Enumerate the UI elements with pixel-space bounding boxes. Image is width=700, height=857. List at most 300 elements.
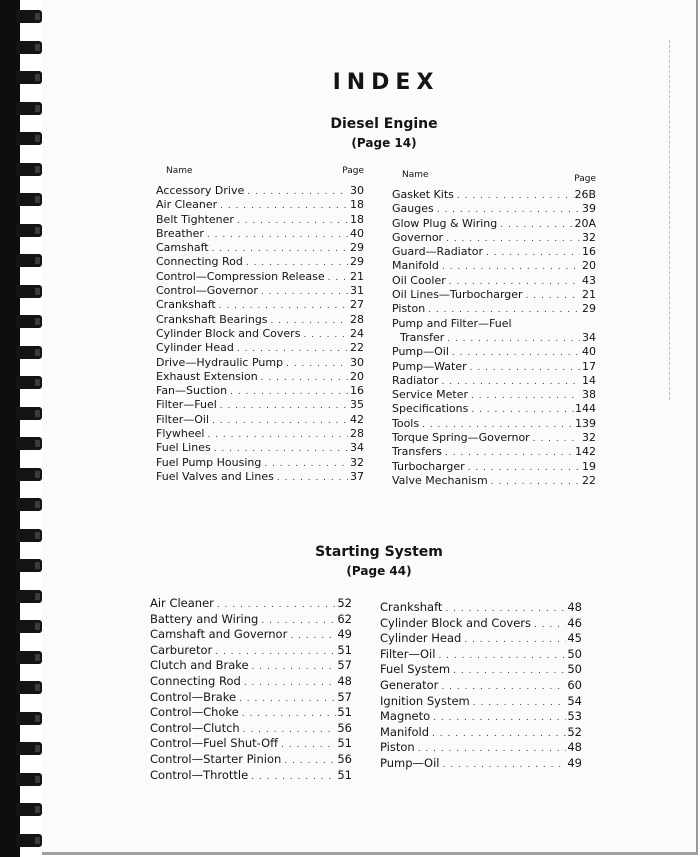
entry-name: Radiator xyxy=(392,373,439,387)
binding-coil xyxy=(16,285,42,298)
dot-leader xyxy=(243,256,348,270)
entry-page: 39 xyxy=(582,202,596,216)
entry-page: 54 xyxy=(567,693,582,708)
entry-page: 28 xyxy=(350,427,364,441)
dot-leader xyxy=(435,649,566,665)
binding-coil xyxy=(16,681,42,694)
index-entry xyxy=(156,384,364,398)
entry-name: Torque Spring—Governor xyxy=(392,431,530,445)
entry-name: Manifold xyxy=(392,259,439,273)
dot-leader xyxy=(465,461,580,475)
name-column-header: Name xyxy=(166,166,193,176)
entry-page: 20 xyxy=(350,369,364,383)
index-entry xyxy=(392,302,596,316)
entry-page: 52 xyxy=(337,596,352,610)
index-entry xyxy=(150,627,352,643)
diesel-right-column xyxy=(392,170,596,488)
diesel-section-title: Diesel Engine xyxy=(330,116,438,132)
diesel-left-list xyxy=(156,184,364,484)
entry-name: Specifications xyxy=(392,402,469,416)
entry-name: Service Meter xyxy=(392,388,469,402)
entry-page: 56 xyxy=(337,720,352,735)
entry-name: Oil Cooler xyxy=(392,273,446,287)
page-title: INDEX xyxy=(332,70,440,95)
entry-page: 14 xyxy=(582,373,596,387)
index-entry xyxy=(392,259,596,273)
entry-page: 21 xyxy=(582,288,596,302)
index-entry xyxy=(150,612,352,628)
entry-name: Oil Lines—Turbocharger xyxy=(392,288,523,302)
dot-leader xyxy=(530,432,580,446)
binding-coil xyxy=(16,407,42,420)
entry-page: 62 xyxy=(337,611,352,626)
index-entry xyxy=(150,752,352,768)
entry-page: 30 xyxy=(350,184,364,197)
index-entry xyxy=(156,198,364,212)
dot-leader xyxy=(483,246,580,260)
index-entry xyxy=(156,456,364,470)
dot-leader xyxy=(217,399,348,413)
entry-name: Gauges xyxy=(392,202,434,216)
entry-name: Carburetor xyxy=(150,642,213,657)
entry-name: Camshaft and Governor xyxy=(150,627,288,642)
entry-name: Tools xyxy=(392,416,420,430)
binding-coil xyxy=(16,559,42,572)
entry-page: 57 xyxy=(337,658,352,673)
dot-leader xyxy=(443,232,580,246)
binding-coil xyxy=(16,224,42,237)
index-page xyxy=(42,0,698,855)
dot-leader xyxy=(461,633,566,649)
binding-coil xyxy=(16,163,42,176)
entry-page: 21 xyxy=(350,269,364,283)
dot-leader xyxy=(249,660,336,676)
entry-page: 16 xyxy=(582,245,596,259)
binding-coil xyxy=(16,498,42,511)
binding-coil xyxy=(16,834,42,847)
entry-name: Pump—Oil xyxy=(380,755,440,770)
entry-name: Transfer xyxy=(400,330,445,344)
entry-page: 37 xyxy=(350,469,364,483)
dot-leader xyxy=(211,442,348,456)
diesel-section-subtitle: (Page 14) xyxy=(351,136,417,150)
starting-right-column xyxy=(380,600,582,772)
index-entry xyxy=(156,313,364,327)
entry-page: 48 xyxy=(567,740,582,755)
entry-name: Control—Clutch xyxy=(150,720,240,735)
entry-name: Control—Starter Pinion xyxy=(150,751,282,766)
dot-leader xyxy=(531,618,566,634)
index-entry xyxy=(150,596,352,612)
binding-coil xyxy=(16,102,42,115)
index-entry xyxy=(156,356,364,370)
index-entry xyxy=(392,188,596,202)
entry-name: Fuel Lines xyxy=(156,441,211,455)
binding-coil xyxy=(16,712,42,725)
dot-leader xyxy=(425,303,580,317)
entry-name: Connecting Rod xyxy=(156,255,243,269)
entry-page: 34 xyxy=(582,330,596,344)
entry-page: 17 xyxy=(582,359,596,373)
entry-name: Fuel System xyxy=(380,662,451,677)
index-entry xyxy=(380,616,582,632)
binding-coil xyxy=(16,651,42,664)
entry-name: Manifold xyxy=(380,724,430,739)
entry-page: 51 xyxy=(337,705,352,720)
index-entry xyxy=(380,694,582,710)
index-entry xyxy=(380,631,582,647)
entry-name: Filter—Fuel xyxy=(156,398,217,412)
binding-coil xyxy=(16,346,42,359)
binding-coil xyxy=(16,590,42,603)
entry-page: 60 xyxy=(567,677,582,692)
index-entry xyxy=(156,327,364,341)
index-entry xyxy=(150,721,352,737)
entry-page: 22 xyxy=(350,341,364,355)
dot-leader xyxy=(204,428,348,442)
index-entry xyxy=(380,756,582,772)
entry-page: 51 xyxy=(337,642,352,657)
binding-coil xyxy=(16,529,42,542)
entry-page: 31 xyxy=(350,284,364,298)
dot-leader xyxy=(434,203,580,217)
dot-leader xyxy=(239,707,336,723)
index-entry xyxy=(392,245,596,259)
entry-page: 20 xyxy=(582,259,596,273)
entry-page: 34 xyxy=(350,441,364,455)
index-entry xyxy=(380,725,582,741)
entry-name: Cylinder Head xyxy=(156,341,234,355)
entry-page: 20A xyxy=(574,216,596,230)
entry-name: Control—Brake xyxy=(150,689,237,704)
entry-page: 30 xyxy=(350,355,364,369)
entry-page: 32 xyxy=(350,455,364,469)
binding-coil xyxy=(16,742,42,755)
dot-leader xyxy=(300,328,348,342)
entry-page: 142 xyxy=(575,445,596,459)
index-entry xyxy=(156,441,364,455)
diesel-left-column xyxy=(156,166,364,484)
index-entry xyxy=(380,709,582,725)
binding-coil xyxy=(16,41,42,54)
entry-name: Exhaust Extension xyxy=(156,369,258,383)
entry-page: 22 xyxy=(582,473,596,487)
entry-name: Filter—Oil xyxy=(380,646,436,661)
entry-name: Transfers xyxy=(392,445,442,459)
dot-leader xyxy=(281,754,336,770)
entry-name: Belt Tightener xyxy=(156,212,234,226)
index-entry xyxy=(156,398,364,412)
entry-name: Magneto xyxy=(380,709,431,724)
entry-name: Turbocharger xyxy=(392,459,465,473)
dot-leader xyxy=(241,676,336,692)
entry-name: Control—Fuel Shut-Off xyxy=(150,736,279,751)
entry-page: 28 xyxy=(350,312,364,326)
index-entry xyxy=(380,600,582,616)
spiral-binding xyxy=(0,0,42,857)
index-entry xyxy=(392,445,596,459)
binding-coil xyxy=(16,468,42,481)
dot-leader xyxy=(439,758,566,774)
entry-page: 19 xyxy=(582,459,596,473)
entry-page: 16 xyxy=(350,384,364,398)
dot-leader xyxy=(419,418,575,432)
entry-page: 50 xyxy=(567,646,582,661)
entry-page: 40 xyxy=(582,345,596,359)
entry-page: 45 xyxy=(567,631,582,646)
dot-leader xyxy=(430,711,566,727)
dot-leader xyxy=(258,285,348,299)
page-column-header: Page xyxy=(574,174,596,184)
diesel-left-header xyxy=(156,166,364,182)
dot-leader xyxy=(283,357,348,371)
dot-leader xyxy=(274,471,348,485)
dot-leader xyxy=(234,214,348,228)
dot-leader xyxy=(278,738,336,754)
entry-page: 27 xyxy=(350,298,364,312)
entry-page: 139 xyxy=(575,416,596,430)
entry-name: Cylinder Head xyxy=(380,631,462,646)
entry-name: Breather xyxy=(156,226,204,240)
entry-name: Gasket Kits xyxy=(392,188,454,201)
binding-spine xyxy=(0,0,20,857)
dot-leader xyxy=(204,228,348,242)
entry-name: Piston xyxy=(392,302,426,316)
index-entry xyxy=(392,345,596,359)
dot-leader xyxy=(209,242,348,256)
entry-name: Guard—Radiator xyxy=(392,245,484,259)
dot-leader xyxy=(234,342,348,356)
entry-name: Drive—Hydraulic Pump xyxy=(156,355,284,369)
dot-leader xyxy=(248,770,336,786)
binding-coil xyxy=(16,71,42,84)
dot-leader xyxy=(227,385,348,399)
entry-name: Control—Throttle xyxy=(150,767,249,782)
index-entry xyxy=(150,674,352,690)
entry-page: 40 xyxy=(350,226,364,240)
dot-leader xyxy=(488,475,580,489)
entry-page: 32 xyxy=(582,230,596,244)
index-entry xyxy=(392,360,596,374)
index-entry xyxy=(150,690,352,706)
entry-page: 35 xyxy=(350,398,364,412)
index-entry xyxy=(156,241,364,255)
entry-name: Control—Compression Release xyxy=(156,269,325,283)
entry-page: 50 xyxy=(567,662,582,677)
dot-leader xyxy=(439,375,581,389)
entry-page: 51 xyxy=(337,736,352,751)
index-entry xyxy=(392,288,596,302)
index-entry xyxy=(156,370,364,384)
binding-coil xyxy=(16,803,42,816)
index-entry xyxy=(156,427,364,441)
entry-name: Crankshaft xyxy=(380,600,443,614)
entry-name: Battery and Wiring xyxy=(150,611,259,626)
index-entry xyxy=(156,284,364,298)
binding-coil xyxy=(16,10,42,23)
entry-page: 29 xyxy=(350,241,364,255)
binding-coil xyxy=(16,376,42,389)
entry-name: Control—Governor xyxy=(156,284,258,298)
dot-leader xyxy=(244,185,348,199)
index-entry xyxy=(156,255,364,269)
index-entry xyxy=(380,662,582,678)
index-entry xyxy=(156,270,364,284)
entry-name: Connecting Rod xyxy=(150,673,241,688)
entry-name: Piston xyxy=(380,740,415,755)
index-entry xyxy=(156,413,364,427)
dot-leader xyxy=(287,629,336,645)
index-entry xyxy=(392,417,596,431)
starting-right-list xyxy=(380,600,582,772)
index-entry xyxy=(156,470,364,484)
entry-name: Air Cleaner xyxy=(150,596,214,610)
binding-coil xyxy=(16,254,42,267)
starting-left-column xyxy=(150,596,352,783)
dot-leader xyxy=(439,260,580,274)
entry-name: Crankshaft Bearings xyxy=(156,312,268,326)
entry-page: 26B xyxy=(574,188,596,201)
entry-name: Control—Choke xyxy=(150,705,239,720)
dot-leader xyxy=(442,446,575,460)
entry-name: Fan—Suction xyxy=(156,384,228,398)
index-entry xyxy=(156,213,364,227)
index-entry xyxy=(392,202,596,216)
index-entry xyxy=(392,474,596,488)
entry-page: 32 xyxy=(582,431,596,445)
index-entry xyxy=(150,658,352,674)
dot-leader xyxy=(209,414,348,428)
entry-page: 56 xyxy=(337,751,352,766)
entry-name: Air Cleaner xyxy=(156,198,218,212)
entry-name: Valve Mechanism xyxy=(392,473,488,487)
index-entry xyxy=(392,388,596,402)
index-entry xyxy=(380,740,582,756)
index-entry xyxy=(392,331,596,345)
index-entry xyxy=(156,227,364,241)
index-entry xyxy=(150,768,352,784)
index-entry xyxy=(156,184,364,198)
dot-leader xyxy=(450,664,566,680)
dot-leader xyxy=(261,457,348,471)
index-entry xyxy=(392,217,596,231)
starting-left-list xyxy=(150,596,352,783)
dot-leader xyxy=(523,289,580,303)
entry-name: Pump—Oil xyxy=(392,345,449,359)
entry-name: Glow Plug & Wiring xyxy=(392,216,498,230)
entry-page: 18 xyxy=(350,198,364,212)
index-entry xyxy=(392,460,596,474)
diesel-right-list xyxy=(392,188,596,488)
entry-page: 52 xyxy=(567,724,582,739)
entry-name: Filter—Oil xyxy=(156,412,210,426)
entry-page: 49 xyxy=(337,627,352,642)
index-entry xyxy=(150,736,352,752)
entry-page: 42 xyxy=(350,412,364,426)
entry-page: 38 xyxy=(582,388,596,402)
index-entry xyxy=(392,274,596,288)
dot-leader xyxy=(268,314,348,328)
index-entry xyxy=(392,231,596,245)
diesel-right-header xyxy=(392,170,596,186)
binding-coil xyxy=(16,620,42,633)
entry-name: Cylinder Block and Covers xyxy=(380,615,531,630)
entry-name: Cylinder Block and Covers xyxy=(156,326,301,340)
binding-coil xyxy=(16,315,42,328)
starting-section-subtitle: (Page 44) xyxy=(346,564,412,578)
entry-page: 43 xyxy=(582,273,596,287)
entry-page: 29 xyxy=(582,302,596,316)
dot-leader xyxy=(446,275,580,289)
entry-page: 48 xyxy=(567,600,582,614)
entry-page: 29 xyxy=(350,255,364,269)
entry-name: Accessory Drive xyxy=(156,184,245,197)
entry-page: 48 xyxy=(337,673,352,688)
entry-name: Crankshaft xyxy=(156,298,216,312)
dot-leader xyxy=(236,692,336,708)
entry-page: 24 xyxy=(350,326,364,340)
entry-page: 49 xyxy=(567,755,582,770)
index-entry xyxy=(150,643,352,659)
index-entry xyxy=(156,341,364,355)
entry-page: 57 xyxy=(337,689,352,704)
entry-page: 144 xyxy=(575,402,596,416)
dot-leader xyxy=(468,389,580,403)
entry-name: Fuel Valves and Lines xyxy=(156,469,274,483)
dot-leader xyxy=(449,346,580,360)
entry-name: Camshaft xyxy=(156,241,209,255)
entry-page: 46 xyxy=(567,615,582,630)
binding-coil xyxy=(16,132,42,145)
dot-leader xyxy=(497,218,574,232)
index-entry xyxy=(392,402,596,416)
dot-leader xyxy=(467,361,580,375)
dot-leader xyxy=(217,199,348,213)
index-entry xyxy=(392,374,596,388)
dot-leader xyxy=(325,271,348,285)
page-column-header: Page xyxy=(342,166,364,176)
entry-name: Governor xyxy=(392,230,444,244)
dot-leader xyxy=(429,727,566,743)
binding-coil xyxy=(16,193,42,206)
index-entry xyxy=(392,317,596,331)
entry-name: Flywheel xyxy=(156,427,205,441)
dot-leader xyxy=(454,189,575,203)
dot-leader xyxy=(444,332,580,346)
index-entry xyxy=(392,431,596,445)
dot-leader xyxy=(470,696,566,712)
entry-name: Fuel Pump Housing xyxy=(156,455,262,469)
entry-page: 53 xyxy=(567,709,582,724)
entry-name: Clutch and Brake xyxy=(150,658,249,673)
dot-leader xyxy=(468,403,575,417)
entry-name: Generator xyxy=(380,677,439,692)
name-column-header: Name xyxy=(402,170,429,180)
index-entry xyxy=(156,298,364,312)
dot-leader xyxy=(216,299,348,313)
binding-coil xyxy=(16,773,42,786)
starting-section-title: Starting System xyxy=(315,544,443,560)
entry-name: Ignition System xyxy=(380,693,470,708)
index-entry xyxy=(380,647,582,663)
binding-coil xyxy=(16,437,42,450)
entry-page: 18 xyxy=(350,212,364,226)
entry-name: Pump—Water xyxy=(392,359,467,373)
dot-leader xyxy=(258,371,348,385)
entry-page: 51 xyxy=(337,767,352,782)
index-entry xyxy=(380,678,582,694)
entry-name: Pump and Filter—Fuel xyxy=(392,316,512,330)
